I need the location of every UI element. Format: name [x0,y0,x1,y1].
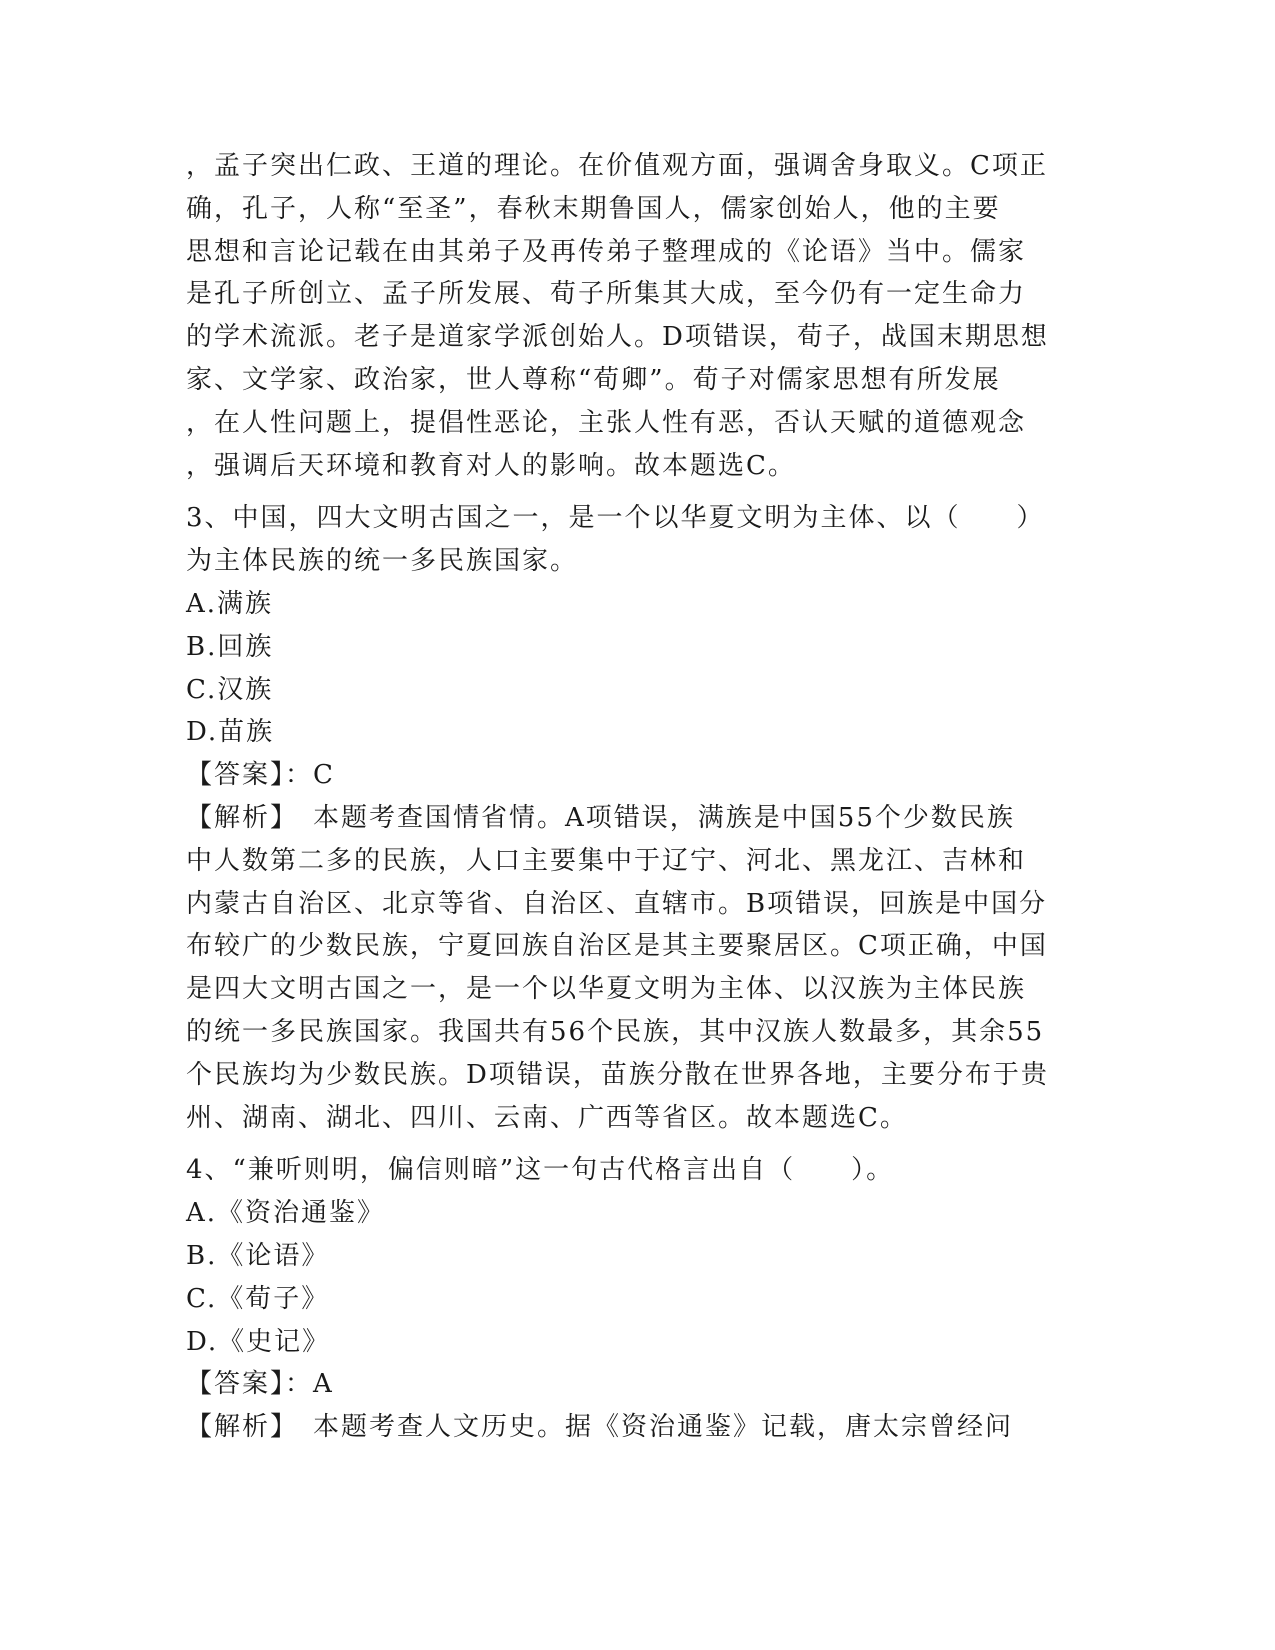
explanation-line: 内蒙古自治区、北京等省、自治区、直辖市。B项错误，回族是中国分 [186,888,1048,919]
explanation-line: 的统一多民族国家。我国共有56个民族，其中汉族人数最多，其余55 [186,1016,1045,1047]
question-3 [186,497,1086,1139]
explanation-line: 布较广的少数民族，宁夏回族自治区是其主要聚居区。C项正确，中国 [186,931,1048,962]
question-text: 4、“兼听则明，偏信则暗”这一句古代格言出自（ ）。 [186,1155,895,1186]
q2-explanation-continued [186,145,1086,487]
explanation-line: 州、湖南、湖北、四川、云南、广西等省区。故本题选C。 [186,1102,908,1133]
text-line: ，在人性问题上，提倡性恶论，主张人性有恶，否认天赋的道德观念 [186,407,1027,438]
option-b: B.回族 [186,631,274,662]
text-line: 家、文学家、政治家，世人尊称“荀卿”。荀子对儒家思想有所发展 [186,364,1001,395]
option-a: A.满族 [186,588,274,619]
text-line: 确，孔子，人称“至圣”，春秋末期鲁国人，儒家创始人，他的主要 [186,193,1001,224]
option-c: C.《荀子》 [186,1283,330,1314]
text-line: 思想和言论记载在由其弟子及再传弟子整理成的《论语》当中。儒家 [186,236,1027,267]
explanation-line: 【解析】 本题考查人文历史。据《资治通鉴》记载，唐太宗曾经问 [186,1412,1014,1443]
text-line: ，孟子突出仁政、王道的理论。在价值观方面，强调舍身取义。C项正 [186,151,1048,181]
explanation-line: 个民族均为少数民族。D项错误，苗族分散在世界各地，主要分布于贵 [186,1059,1049,1090]
option-c: C.汉族 [186,674,274,705]
explanation-line: 是四大文明古国之一，是一个以华夏文明为主体、以汉族为主体民族 [186,974,1027,1005]
answer-line: 【答案】：A [186,1369,334,1400]
option-d: D.苗族 [186,717,275,748]
answer-line: 【答案】：C [186,760,335,791]
text-line: ，强调后天环境和教育对人的影响。故本题选C。 [186,450,796,481]
page-content [186,145,1086,1449]
explanation-line: 【解析】 本题考查国情省情。A项错误，满族是中国55个少数民族 [186,802,1015,833]
text-line: 是孔子所创立、孟子所发展、荀子所集其大成，至今仍有一定生命力 [186,279,1027,310]
question-text: 为主体民族的统一多民族国家。 [186,546,579,577]
explanation-line: 中人数第二多的民族，人口主要集中于辽宁、河北、黑龙江、吉林和 [186,845,1027,876]
question-4 [186,1149,1086,1449]
option-a: A.《资治通鉴》 [186,1198,386,1229]
text-line: 的学术流派。老子是道家学派创始人。D项错误，荀子，战国末期思想 [186,322,1049,353]
option-d: D.《史记》 [186,1326,331,1357]
question-text: 3、中国，四大文明古国之一，是一个以华夏文明为主体、以（ ） [186,503,1045,534]
option-b: B.《论语》 [186,1240,330,1271]
